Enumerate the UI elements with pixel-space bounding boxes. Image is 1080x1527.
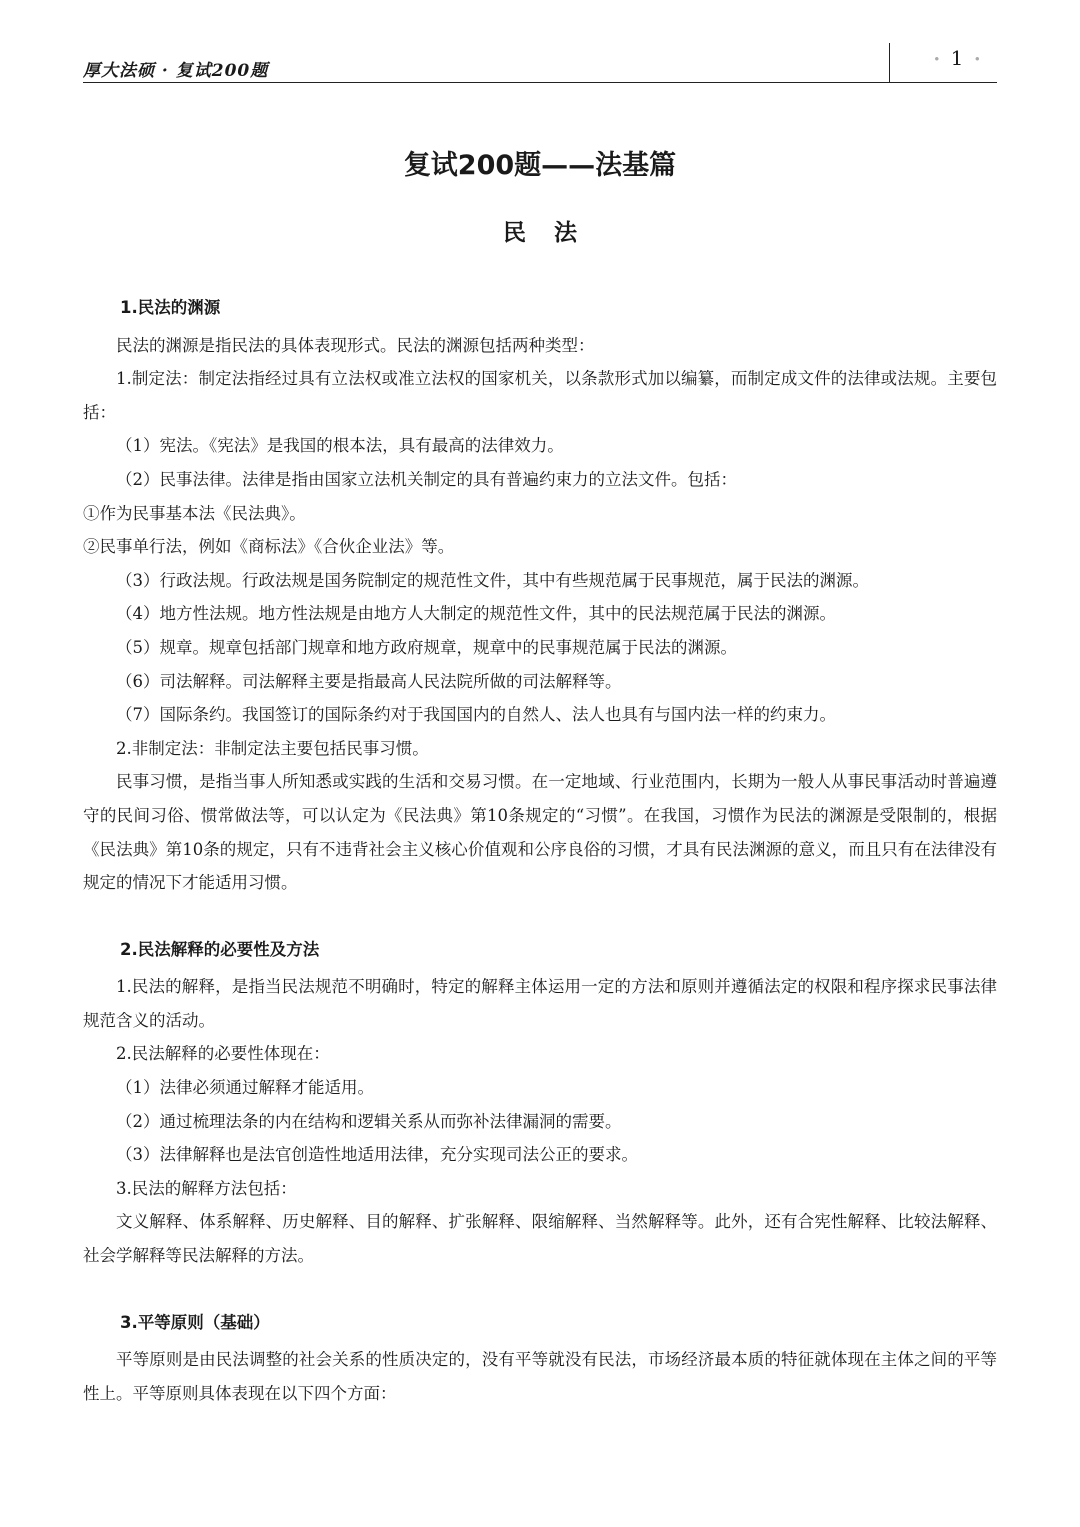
page-number-dot-left: • bbox=[933, 52, 943, 67]
running-title: 厚大法硕 · 复试200题 bbox=[83, 61, 269, 81]
paragraph: 1.民法的解释，是指当民法规范不明确时，特定的解释主体运用一定的方法和原则并遵循法定的权限和程序探求民事法律规范含义的活动。 bbox=[83, 977, 997, 1030]
paragraph: 2.民法解释的必要性体现在： bbox=[116, 1044, 330, 1064]
chapter-subtitle: 民法 bbox=[503, 219, 605, 246]
paragraph: 1.制定法：制定法指经过具有立法权或准立法权的国家机关，以条款形式加以编纂，而制定成文件的法律或法规。主要包括： bbox=[83, 369, 997, 422]
paragraph: ①作为民事基本法《民法典》。 bbox=[83, 503, 306, 523]
section-heading: 3.平等原则（基础） bbox=[120, 1312, 270, 1332]
document-body bbox=[83, 291, 997, 1410]
paragraph: 民事习惯，是指当事人所知悉或实践的生活和交易习惯。在一定地域、行业范围内，长期为一般人从事民事活动时普遍遵守的民间习俗、惯常做法等，可以认定为《民法典》第10条规定的“习惯”。在我国，习惯作为民法的渊源是受限制的，根据《民法典》第10条的规定，只有不违背社会主义核心价值观和公序良俗的习惯，才具有民法渊源的意义，而且只有在法律没有规定的情况下才能适用习惯。 bbox=[83, 772, 997, 893]
page-number-box bbox=[922, 46, 994, 70]
paragraph: （5）规章。规章包括部门规章和地方政府规章，规章中的民事规范属于民法的渊源。 bbox=[116, 637, 737, 657]
paragraph: 文义解释、体系解释、历史解释、目的解释、扩张解释、限缩解释、当然解释等。此外，还有合宪性解释、比较法解释、社会学解释等民法解释的方法。 bbox=[83, 1212, 997, 1266]
section-heading: 2.民法解释的必要性及方法 bbox=[120, 939, 320, 959]
page-number: 1 bbox=[950, 46, 966, 70]
page-number-dot-right: • bbox=[973, 52, 983, 67]
paragraph: 平等原则是由民法调整的社会关系的性质决定的，没有平等就没有民法，市场经济最本质的特征就体现在主体之间的平等性上。平等原则具体表现在以下四个方面： bbox=[83, 1350, 997, 1403]
paragraph: （1）法律必须通过解释才能适用。 bbox=[116, 1078, 374, 1098]
paragraph: 民法的渊源是指民法的具体表现形式。民法的渊源包括两种类型： bbox=[116, 335, 595, 355]
paragraph: 2.非制定法：非制定法主要包括民事习惯。 bbox=[116, 738, 429, 758]
paragraph: （2）民事法律。法律是指由国家立法机关制定的具有普遍约束力的立法文件。包括： bbox=[116, 469, 737, 489]
header-divider-vertical bbox=[889, 43, 890, 83]
paragraph: （3）行政法规。行政法规是国务院制定的规范性文件，其中有些规范属于民事规范，属于民法的渊源。 bbox=[116, 570, 869, 590]
header-rule bbox=[83, 82, 997, 83]
section-heading: 1.民法的渊源 bbox=[120, 298, 221, 317]
paragraph: （4）地方性法规。地方性法规是由地方人大制定的规范性文件，其中的民法规范属于民法的渊源。 bbox=[116, 604, 836, 624]
paragraph: （7）国际条约。我国签订的国际条约对于我国国内的自然人、法人也具有与国内法一样的约束力。 bbox=[116, 705, 836, 725]
paragraph: （3）法律解释也是法官创造性地适用法律，充分实现司法公正的要求。 bbox=[116, 1145, 638, 1165]
paragraph: （1）宪法。《宪法》是我国的根本法，具有最高的法律效力。 bbox=[116, 436, 564, 456]
paragraph: 3.民法的解释方法包括： bbox=[116, 1178, 297, 1198]
paragraph: （2）通过梳理法条的内在结构和逻辑关系从而弥补法律漏洞的需要。 bbox=[116, 1111, 622, 1131]
page-title: 复试200题——法基篇 bbox=[403, 150, 677, 181]
paragraph: （6）司法解释。司法解释主要是指最高人民法院所做的司法解释等。 bbox=[116, 671, 622, 691]
paragraph: ②民事单行法，例如《商标法》《合伙企业法》等。 bbox=[83, 537, 455, 557]
